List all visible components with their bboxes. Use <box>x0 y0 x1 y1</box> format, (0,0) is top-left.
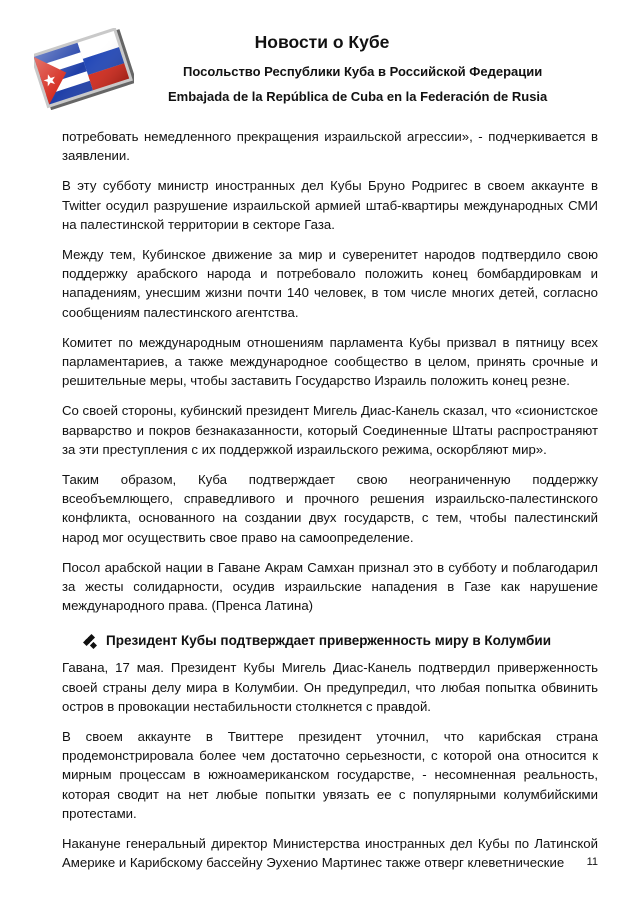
paragraph: Гавана, 17 мая. Президент Кубы Мигель Диас-Канель подтвердил приверженность своей страны делу мира в Колумбии. Он предупредил, что любая попытка обвинить остров в провокации нестабильности столкнется с правдой. <box>62 660 598 714</box>
embassy-name-ru: Посольство Республики Куба в Российской Федерации <box>183 64 543 79</box>
page-title: Новости о Кубе <box>254 32 390 52</box>
paragraph: В эту субботу министр иностранных дел Кубы Бруно Родригес в своем аккаунте в Twitter осудил разрушение израильской армией штаб-квартиры международных СМИ на палестинской территории в секторе Газа. <box>62 178 598 232</box>
paragraph: Между тем, Кубинское движение за мир и суверенитет народов подтвердило свою поддержку арабского народа и потребовало положить конец бомбардировкам и нападениям, унесшим жизни почти 140 человек, в том числе многих детей, согласно сообщениям палестинского агентства. <box>62 247 598 320</box>
embassy-name-es: Embajada de la República de Cuba en la Federación de Rusia <box>168 89 548 104</box>
paragraph: Таким образом, Куба подтверждает свою неограниченную поддержку всеобъемлющего, справедливого и прочного решения израильско-палестинского конфликта, основанного на создании двух государств, с тем, чтобы палестинский народ мог осуществить свое право на самоопределение. <box>62 472 598 545</box>
section-heading-text: Президент Кубы подтверждает приверженность миру в Колумбии <box>106 633 551 649</box>
page-number: 11 <box>586 856 598 868</box>
paragraph: Комитет по международным отношениям парламента Кубы призвал в пятницу всех парламентариев, а также международное сообщество в целом, принять срочные и решительные меры, чтобы заставить Государство Израиль положить конец резне. <box>62 334 598 389</box>
paragraph: потребовать немедленного прекращения израильской агрессии», - подчеркивается в заявлении. <box>62 129 598 164</box>
paragraph: Со своей стороны, кубинский президент Мигель Диас-Канель сказал, что «сионистское варварство и покров безнаказанности, который Соединенные Штаты распространяют за эти преступления с их поддержкой израильского режима, оскорбляют мир». <box>62 403 598 457</box>
paragraph: Посол арабской нации в Гаване Акрам Самхан признал это в субботу и поблагодарил за жесты солидарности, осудив израильские нападения в Газе как нарушение международного права. (Пренса Латина) <box>62 559 598 614</box>
diamond-bullet-icon <box>86 635 98 647</box>
section-heading <box>62 633 598 648</box>
paragraph: Накануне генеральный директор Министерства иностранных дел Кубы по Латинской Америке и Карибскому бассейну Эухенио Мартинес также отверг клеветнические <box>62 836 598 871</box>
paragraph: В своем аккаунте в Твиттере президент уточнил, что карибская страна продемонстрировала более чем достаточно серьезности, с которой она относится к мирным процессам в южноамериканском государстве, - несомненная реальность, которая сводит на нет любые попытки увязать ее с популярными колумбийскими протестами. <box>62 729 598 821</box>
article-body <box>62 127 598 884</box>
